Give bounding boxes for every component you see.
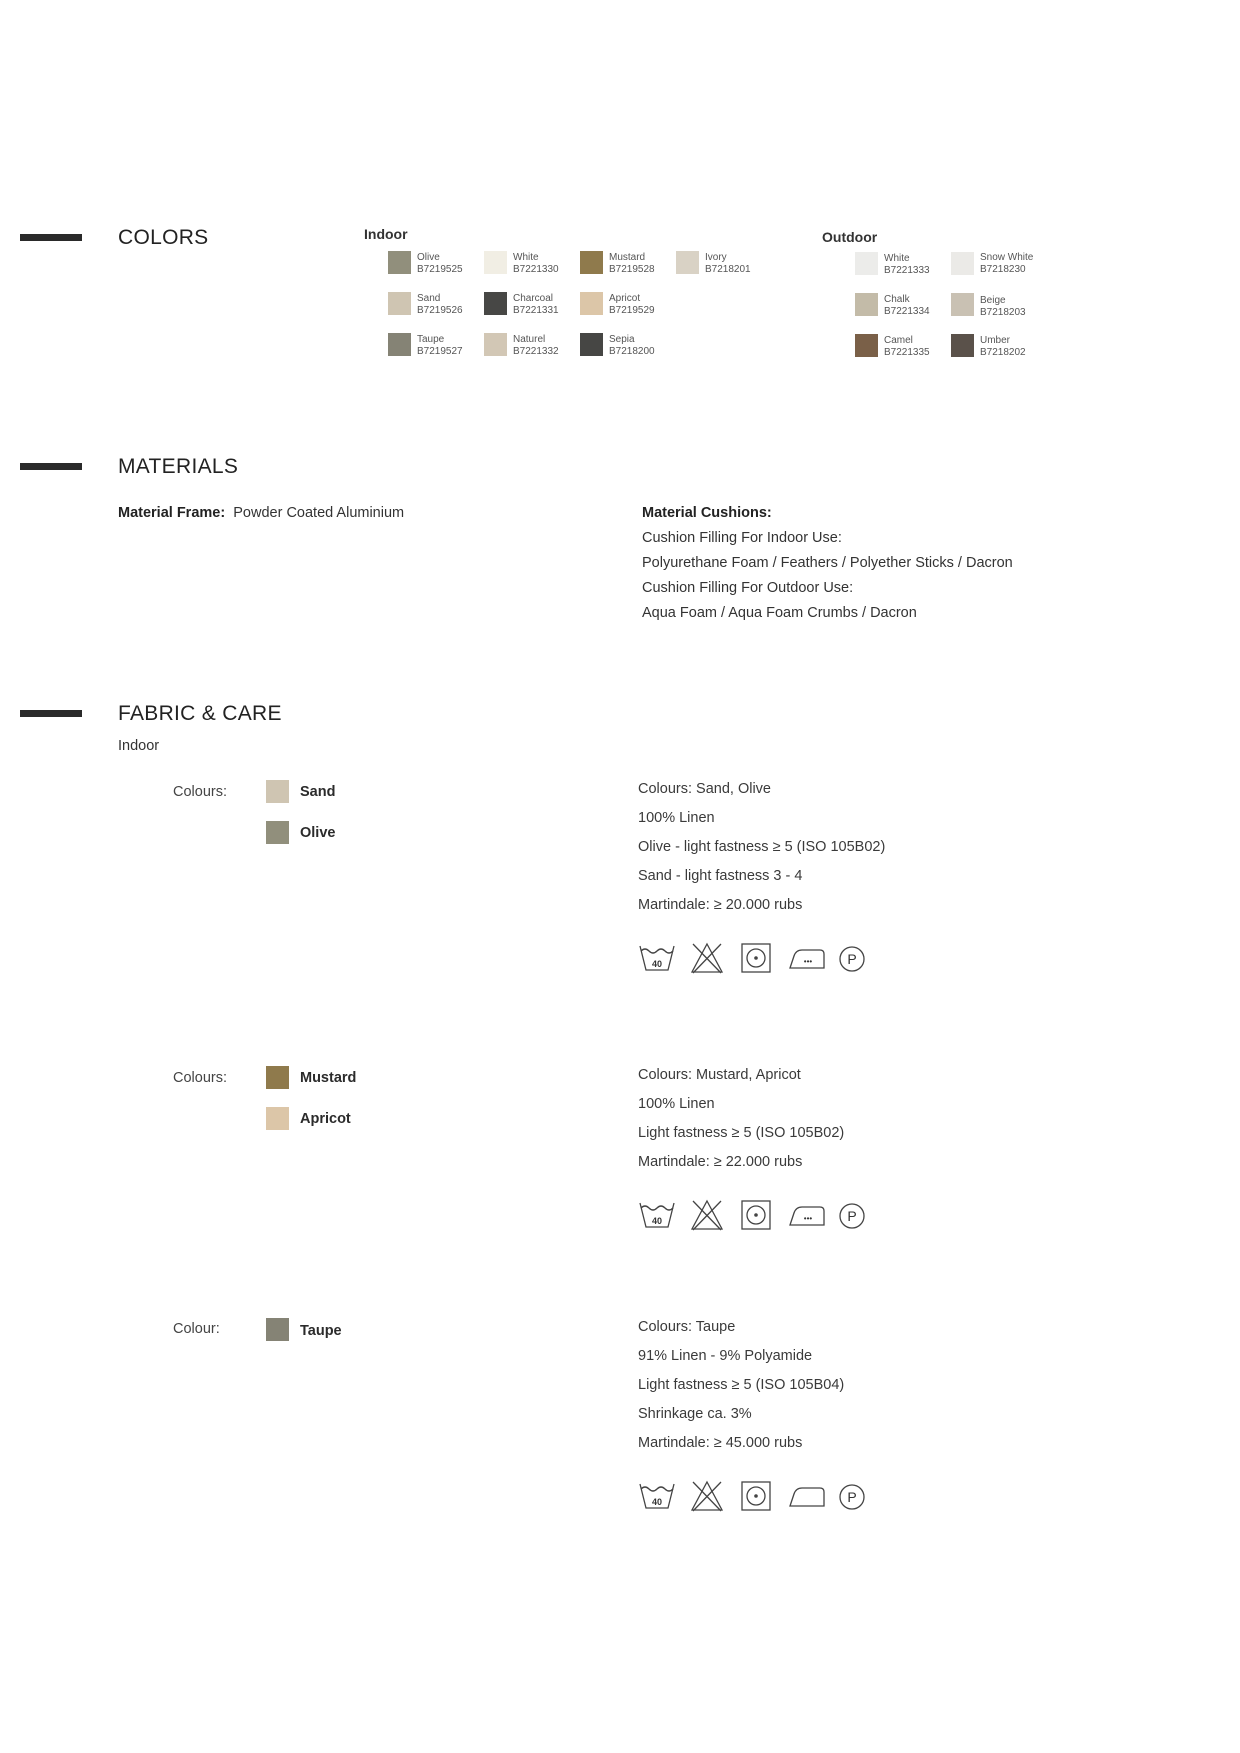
swatch-label: Ivory B7218201 [705,252,751,275]
fabric-subtitle: Indoor [118,738,160,754]
swatch-label: Sepia B7218200 [609,334,655,357]
care-swatch-apricot [266,1107,289,1130]
section-marker-bar [20,234,82,241]
material-frame-label: Material Frame: [118,505,226,521]
iron-icon [788,1484,826,1510]
care-colour-name: Sand [300,784,336,800]
colours-label: Colours: [173,784,227,800]
svg-text:40: 40 [651,959,663,969]
spec-line: Colours: Mustard, Apricot [638,1067,801,1083]
care-swatch-mustard [266,1066,289,1089]
svg-text:40: 40 [651,1216,663,1226]
swatch-label: Charcoal B7221331 [513,293,559,316]
swatch-label: White B7221333 [884,253,930,276]
spec-line: Light fastness ≥ 5 (ISO 105B02) [638,1125,845,1141]
swatch-label: Mustard B7219528 [609,252,655,275]
care-swatch-sand [266,780,289,803]
material-frame [118,501,404,526]
swatch-white [484,251,507,274]
swatch-outdoor-camel [855,334,878,357]
material-cushions-label: Material Cushions: [642,505,772,521]
swatch-label: Snow White B7218230 [980,252,1034,275]
care-swatch-olive [266,821,289,844]
no-bleach-icon [690,1480,724,1512]
care-colour-name: Apricot [300,1111,351,1127]
swatch-taupe [388,333,411,356]
indoor-label: Indoor [364,226,408,242]
indoor-filling-value: Polyurethane Foam / Feathers / Polyether Sticks / Dacron [642,555,1013,571]
outdoor-filling-value: Aqua Foam / Aqua Foam Crumbs / Dacron [642,605,917,621]
material-cushions [642,501,1013,626]
svg-text:•••: ••• [803,1214,813,1223]
spec-line: Martindale: ≥ 20.000 rubs [638,897,803,913]
dry-clean-p-icon [838,945,866,973]
wash-40-icon [638,942,676,974]
colours-label: Colours: [173,1070,227,1086]
swatch-sand [388,292,411,315]
spec-line: Sand - light fastness 3 - 4 [638,868,803,884]
swatch-outdoor-beige [951,293,974,316]
tumble-dry-low-icon [741,1200,771,1230]
spec-line: Martindale: ≥ 22.000 rubs [638,1154,803,1170]
section-marker-bar [20,463,82,470]
swatch-olive [388,251,411,274]
svg-text:40: 40 [651,1497,663,1507]
spec-line: Martindale: ≥ 45.000 rubs [638,1435,803,1451]
care-colour-name: Olive [300,825,336,841]
no-bleach-icon [690,942,724,974]
spec-line: 100% Linen [638,810,715,826]
swatch-label: Camel B7221335 [884,335,930,358]
spec-line: 100% Linen [638,1096,715,1112]
swatch-charcoal [484,292,507,315]
spec-line: 91% Linen - 9% Polyamide [638,1348,813,1364]
swatch-label: Taupe B7219527 [417,334,463,357]
materials-title: MATERIALS [118,455,239,478]
spec-line: Light fastness ≥ 5 (ISO 105B04) [638,1377,845,1393]
svg-text:P: P [847,951,857,967]
care-colour-name: Taupe [300,1323,342,1339]
swatch-mustard [580,251,603,274]
swatch-apricot [580,292,603,315]
svg-text:P: P [847,1208,857,1224]
spec-line: Shrinkage ca. 3% [638,1406,752,1422]
iron-high-icon [788,946,826,972]
swatch-outdoor-umber [951,334,974,357]
dry-clean-p-icon [838,1202,866,1230]
colors-title: COLORS [118,226,209,249]
wash-40-icon [638,1199,676,1231]
spec-line: Colours: Sand, Olive [638,781,771,797]
care-swatch-taupe [266,1318,289,1341]
swatch-label: Olive B7219525 [417,252,463,275]
indoor-filling-label: Cushion Filling For Indoor Use: [642,530,842,546]
svg-text:•••: ••• [803,957,813,966]
care-colour-name: Mustard [300,1070,357,1086]
material-frame-value: Powder Coated Aluminium [233,505,405,521]
tumble-dry-low-icon [741,1481,771,1511]
spec-line: Colours: Taupe [638,1319,736,1335]
outdoor-label: Outdoor [822,229,878,245]
tumble-dry-low-icon [741,943,771,973]
outdoor-filling-label: Cushion Filling For Outdoor Use: [642,580,854,596]
swatch-outdoor-chalk [855,293,878,316]
swatch-sepia [580,333,603,356]
swatch-naturel [484,333,507,356]
wash-40-icon [638,1480,676,1512]
section-marker-bar [20,710,82,717]
swatch-label: Apricot B7219529 [609,293,655,316]
iron-high-icon [788,1203,826,1229]
swatch-label: Chalk B7221334 [884,294,930,317]
swatch-label: Sand B7219526 [417,293,463,316]
swatch-label: White B7221330 [513,252,559,275]
no-bleach-icon [690,1199,724,1231]
svg-text:P: P [847,1489,857,1505]
colour-label: Colour: [173,1321,220,1337]
swatch-label: Beige B7218203 [980,295,1026,318]
spec-line: Olive - light fastness ≥ 5 (ISO 105B02) [638,839,886,855]
swatch-label: Naturel B7221332 [513,334,559,357]
swatch-label: Umber B7218202 [980,335,1026,358]
swatch-outdoor-white [855,252,878,275]
dry-clean-p-icon [838,1483,866,1511]
swatch-outdoor-snow-white [951,252,974,275]
swatch-ivory [676,251,699,274]
fabric-care-title: FABRIC & CARE [118,702,282,725]
